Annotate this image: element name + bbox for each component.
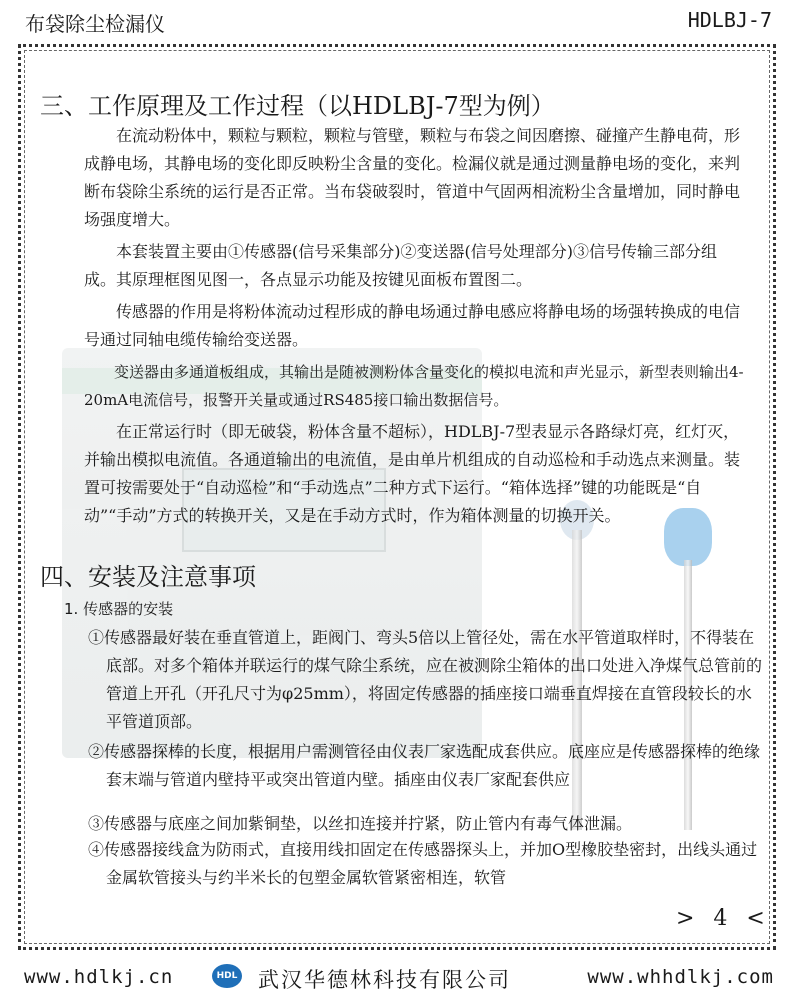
install-item-4: ④传感器接线盒为防雨式，直接用线扣固定在传感器探头上，并加O型橡胶垫密封，出线头通过金属软管接头与约半米长的包塑金属软管紧密相连，软管	[88, 840, 758, 887]
paragraph-principle: 在流动粉体中，颗粒与颗粒，颗粒与管壁，颗粒与布袋之间因磨擦、碰撞产生静电荷，形成静电场，其静电场的变化即反映粉尘含量的变化。检漏仪就是通过测量静电场的变化，来判断布袋除尘系统的运行是否正常。当布袋破裂时，管道中气固两相流粉尘含量增加，同时静电场强度增大。	[84, 126, 741, 229]
company-logo-icon: HDL	[212, 964, 242, 988]
section-3-body	[84, 122, 744, 530]
footer-url-left[interactable]: www.hdlkj.cn	[24, 966, 174, 988]
section-3-title: 三、工作原理及工作过程（以HDLBJ-7型为例）	[40, 92, 555, 120]
paragraph-composition: 本套装置主要由①传感器(信号采集部分)②变送器(信号处理部分)③信号传输三部分组成。其原理框图见图一，各点显示功能及按键见面板布置图二。	[84, 242, 717, 289]
paragraph-transmitter: 变送器由多通道板组成，其输出是随被测粉体含量变化的模拟电流和声光显示，新型表则输出4-20mA电流信号，报警开关量或通过RS485接口输出数据信号。	[84, 363, 744, 409]
section-4-subtitle: 1. 传感器的安装	[64, 600, 174, 618]
paragraph-sensor: 传感器的作用是将粉体流动过程形成的静电场通过静电感应将静电场的场强转换成的电信号通过同轴电缆传输给变送器。	[84, 302, 741, 349]
footer-url-right[interactable]: www.whhdlkj.com	[587, 966, 774, 988]
paragraph-operation: 在正常运行时（即无破袋，粉体含量不超标），HDLBJ-7型表显示各路绿灯亮，红灯灭，并输出模拟电流值。各通道输出的电流值，是由单片机组成的自动巡检和手动选点来测量。装置可按需要处于“自动巡检”和“手动选点”二种方式下运行。“箱体选择”键的功能既是“自动”“手动”方式的转换开关，又是在手动方式时，作为箱体测量的切换开关。	[84, 422, 741, 525]
footer-company-name: 武汉华德林科技有限公司	[258, 968, 511, 992]
section-4-title: 四、安装及注意事项	[40, 563, 256, 591]
header-model-code: HDLBJ-7	[687, 8, 772, 32]
header-title: 布袋除尘检漏仪	[25, 12, 165, 36]
page-number: > 4 <	[676, 906, 771, 931]
install-item-2: ②传感器探棒的长度，根据用户需测管径由仪表厂家选配成套供应。底座应是传感器探棒的绝缘套末端与管道内壁持平或突出管道内壁。插座由仪表厂家配套供应	[88, 742, 761, 789]
install-item-3: ③传感器与底座之间加紫铜垫，以丝扣连接并拧紧，防止管内有毒气体泄漏。	[88, 814, 633, 833]
install-item-1: ①传感器最好装在垂直管道上，距阀门、弯头5倍以上管径处，需在水平管道取样时，不得装在底部。对多个箱体并联运行的煤气除尘系统，应在被测除尘箱体的出口处进入净煤气总管前的管道上开孔（开孔尺寸为φ25mm），将固定传感器的插座接口端垂直焊接在直管段较长的水平管道顶部。	[88, 628, 763, 731]
